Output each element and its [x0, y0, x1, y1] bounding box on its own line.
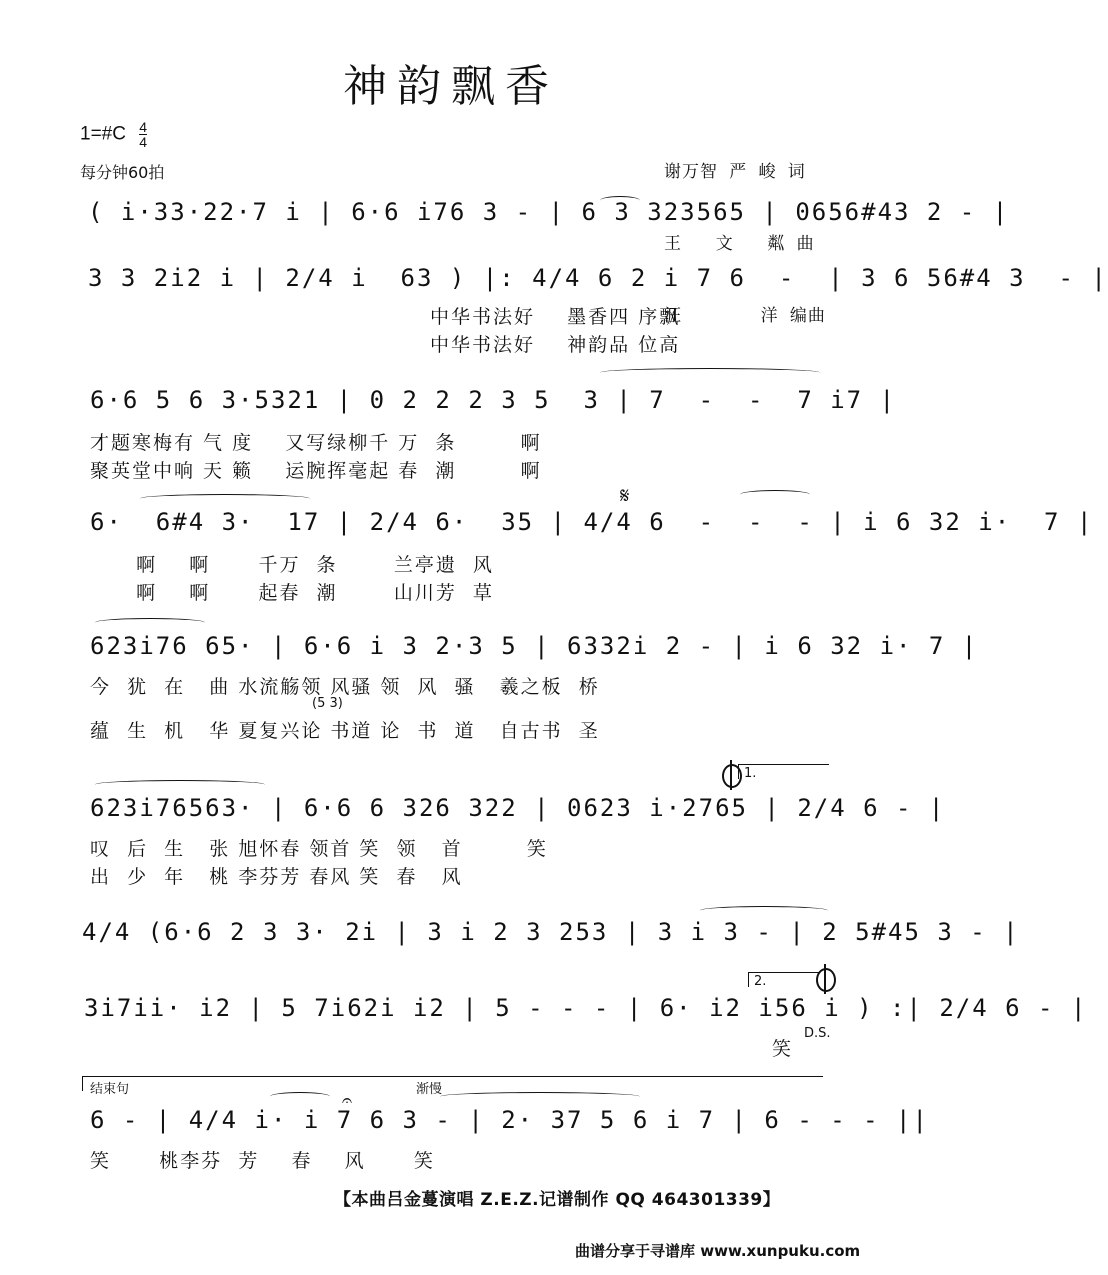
score-row-3: 6·6 5 6 3·5321 | 0 2 2 2 3 5 3 | 7 - - 7 i7 |	[90, 386, 897, 414]
slur	[600, 196, 640, 205]
lyrics-row-6-verse-2: 出 少 年 桃 李芬芳 春风 笑 春 风	[90, 866, 463, 888]
fermata-icon: 𝄐	[342, 1090, 353, 1111]
credits	[664, 112, 826, 352]
ending-label: 结束句	[90, 1082, 130, 1097]
arranger: 汪 洋 编曲	[664, 306, 826, 326]
slur	[95, 618, 205, 627]
coda-icon	[816, 968, 836, 992]
site-footer: 曲谱分享于寻谱库 www.xunpuku.com	[575, 1242, 861, 1260]
slur	[600, 368, 820, 377]
performer-credit: 【本曲吕金蔓演唱 Z.E.Z.记谱制作 QQ 464301339】	[334, 1190, 781, 1210]
time-signature: $\frac{4}{4}$	[139, 119, 148, 150]
ending-bracket	[82, 1076, 823, 1091]
lyrics-row-5-verse-2: 蕴 生 机 华 夏复兴论 书道 论 书 道 自古书 圣	[90, 720, 600, 742]
lyrics-row-5-verse-1: 今 犹 在 曲 水流觞领 风骚 领 风 骚 羲之板 桥	[90, 676, 600, 698]
lyrics-row-9: 笑 桃李芬 芳 春 风 笑	[90, 1150, 435, 1172]
dal-segno-marking: D.S.	[804, 1026, 831, 1041]
lyrics-row-3-verse-1: 才题寒梅有 气 度 又写绿柳千 万 条 啊	[90, 432, 542, 454]
lyrics-row-2-verse-1: 中华书法好 墨香四 序飘	[430, 306, 681, 328]
volta-label: 2.	[754, 974, 767, 989]
composer: 王 文 粼 曲	[664, 234, 815, 254]
slur	[440, 1092, 640, 1101]
segno-icon: 𝄋	[620, 484, 630, 509]
key-signature	[80, 120, 147, 149]
page-title: 神韵飘香	[343, 61, 559, 112]
tempo-change-marking: 渐慢	[416, 1082, 443, 1097]
slur	[270, 1092, 330, 1101]
score-row-8: 3i7ii· i2 | 5 7i62i i2 | 5 - - - | 6· i2 i56 i ) :| 2/4 6 - |	[84, 994, 1088, 1022]
score-row-9: 6 - | 4/4 i· i 7 6 3 - | 2· 37 5 6 i 7 | 6 - - - ||	[90, 1106, 929, 1134]
score-row-2: 3 3 2i2 i | 2/4 i 63 ) |: 4/4 6 2 i 7 6 - | 3 6 56#4 3 - |	[88, 264, 1108, 292]
lyrics-row-2-verse-2: 中华书法好 神韵品 位高	[430, 334, 681, 356]
score-row-5: 623i76 65· | 6·6 i 3 2·3 5 | 6332i 2 - | i 6 32 i· 7 |	[90, 632, 979, 660]
score-row-4: 6· 6#4 3· 17 | 2/4 6· 35 | 4/4 6 - - - | i 6 32 i· 7 |	[90, 508, 1094, 536]
slur	[95, 780, 265, 789]
lyrics-row-4-verse-1: 啊 啊 千万 条 兰亭遗 风	[120, 554, 494, 576]
score-row-6: 623i76563· | 6·6 6 326 322 | 0623 i·2765 | 2/4 6 - |	[90, 794, 946, 822]
lyricists: 谢万智 严 峻 词	[664, 162, 806, 182]
volta-label: 1.	[744, 766, 757, 781]
lyrics-row-4-verse-2: 啊 啊 起春 潮 山川芳 草	[120, 582, 494, 604]
lyrics-row-3-verse-2: 聚英堂中响 天 籁 运腕挥毫起 春 潮 啊	[90, 460, 542, 482]
lyrics-row-6-verse-1: 叹 后 生 张 旭怀春 领首 笑 领 首 笑	[90, 838, 548, 860]
score-row-7: 4/4 (6·6 2 3 3· 2i | 3 i 2 3 253 | 3 i 3 - | 2 5#45 3 - |	[82, 918, 1020, 946]
key-label: 1=#C	[80, 123, 126, 145]
alternate-notes: (5 3)	[312, 696, 343, 711]
lyrics-row-8: 笑	[772, 1038, 794, 1060]
slur	[700, 906, 828, 915]
score-row-1: ( i·33·22·7 i | 6·6 i76 3 - | 6 3 323565 | 0656#43 2 - |	[88, 198, 1010, 226]
slur	[140, 494, 310, 503]
tempo-marking: 每分钟60拍	[80, 163, 165, 182]
slur	[740, 490, 810, 499]
